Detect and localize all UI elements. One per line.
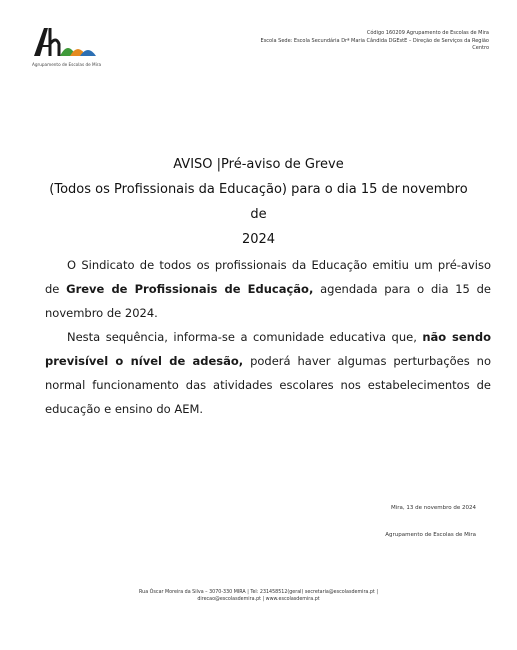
header-line: Centro — [472, 45, 489, 52]
logo-caption: Agrupamento de Escolas de Mira — [32, 62, 102, 67]
school-header-info — [189, 30, 489, 53]
title-line: (Todos os Profissionais da Educação) para o dia 15 de novembro de — [49, 182, 468, 222]
footer-line: direcao@escolasdemira.pt | www.escolasdemira.pt — [197, 597, 320, 602]
paragraph-text: Nesta sequência, informa-se a comunidade educativa que, — [67, 330, 423, 344]
header-line: Escola Sede: Escola Secundária Drª Maria Cândida DGEstE – Direção de Serviços da Região — [260, 37, 489, 44]
paragraph-text: poderá haver algumas perturbações no normal funcionamento das atividades escolares nos estabelecimentos de educação e ensino do AEM. — [45, 354, 491, 416]
paragraph-1 — [45, 253, 491, 325]
header-line: Código 160209 Agrupamento de Escolas de Mira — [366, 30, 489, 36]
paragraph-2 — [45, 325, 491, 421]
page-footer — [80, 589, 437, 603]
logo-icon — [28, 22, 108, 62]
notice-title — [40, 152, 477, 252]
paragraph-text: O Sindicato de todos os profissionais da Educação emitiu um pré-aviso de — [45, 258, 491, 296]
paragraph-bold-text: Greve de Profissionais de Educação, — [66, 282, 314, 296]
signature-organization: Agrupamento de Escolas de Mira — [385, 532, 476, 538]
signature-date: Mira, 13 de novembro de 2024 — [391, 505, 476, 511]
paragraph-text: agendada para o dia 15 de novembro de 2024. — [45, 282, 492, 320]
title-line: 2024 — [241, 232, 276, 247]
school-logo — [28, 22, 108, 72]
title-line: AVISO |Pré-aviso de Greve — [173, 157, 344, 172]
notice-body — [45, 253, 491, 421]
paragraph-bold-text: não sendo previsível o nível de adesão, — [45, 330, 491, 368]
footer-line: Rua Óscar Moreira da Silva – 3070-330 MIRA | Tel: 231458512(geral) secretaria@escolasdemira.pt | — [139, 590, 378, 595]
